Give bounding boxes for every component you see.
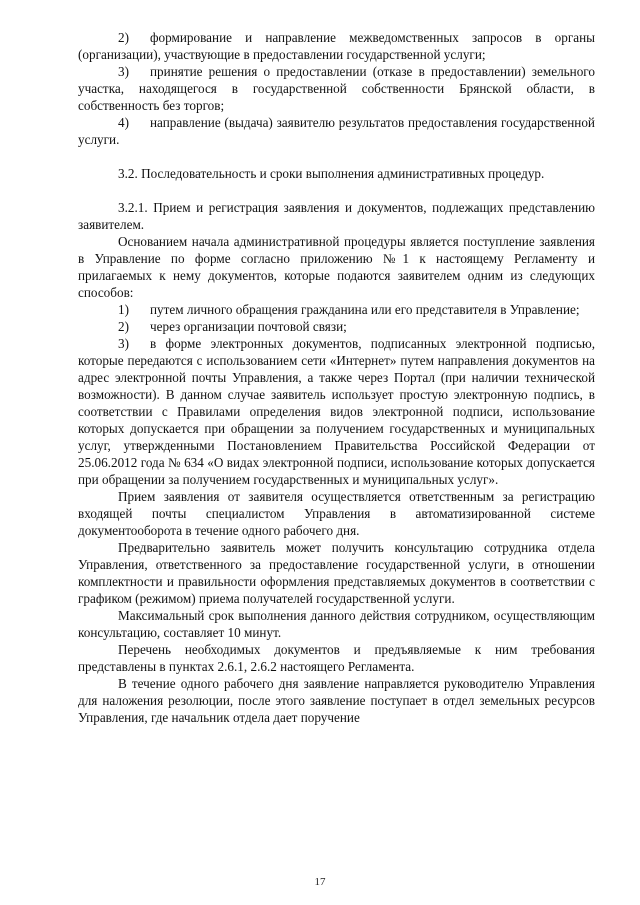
- list-item-text: направление (выдача) заявителю результатов предоставления государственной услуги.: [78, 115, 595, 147]
- list-item: [78, 29, 595, 63]
- list-item-number: 1): [118, 302, 129, 317]
- list-methods: [78, 301, 595, 488]
- section-heading: 3.2. Последовательность и сроки выполнения административных процедур.: [118, 166, 545, 181]
- list-item: [78, 63, 595, 114]
- paragraph-consultation: Предварительно заявитель может получить консультацию сотрудника отдела Управления, ответственного за предоставление государственной услуги, в отношении комплектности и правильности оформления представляемых документов в соответствии с графиком (режимом) приема получателей государственной услуги.: [78, 540, 595, 606]
- paragraph-reception: Прием заявления от заявителя осуществляется ответственным за регистрацию входящей почты специалистом Управления в автоматизированной системе документооборота в течение одного рабочего дня.: [78, 489, 595, 538]
- paragraph-max-time: Максимальный срок выполнения данного действия сотрудником, осуществляющим консультацию, составляет 10 минут.: [78, 608, 595, 640]
- list-item-number: 2): [118, 30, 129, 45]
- list-item-text: в форме электронных документов, подписанных электронной подписью, которые передаются с использованием сети «Интернет» путем направления документов на адрес электронной почты Управления, а также через Портал (при наличии технической возможности). В данном случае заявитель использует простую электронную подпись, в соответствии с Правилами определения видов электронной подписи, использование которых допускается при обращении за получением государственных и муниципальных услуг, утвержденными Постановлением Правительства Российской Федерации от 25.06.2012 года № 634 «О видах электронной подписи, использование которых допускается при обращении за получением государственных и муниципальных услуг».: [78, 336, 595, 487]
- list-item-number: 4): [118, 115, 129, 130]
- list-top: [78, 29, 595, 148]
- list-item-text: через организации почтовой связи;: [150, 319, 347, 334]
- list-item: [78, 114, 595, 148]
- list-item-number: 3): [118, 64, 129, 79]
- list-item-text: принятие решения о предоставлении (отказе в предоставлении) земельного участка, находящегося в государственной собственности Брянской области, в собственность без торгов;: [78, 64, 595, 113]
- list-item: [78, 301, 595, 318]
- list-item: [78, 318, 595, 335]
- document-page: [78, 29, 595, 726]
- list-item: [78, 335, 595, 488]
- list-item-text: путем личного обращения гражданина или его представителя в Управление;: [150, 302, 580, 317]
- list-item-number: 2): [118, 319, 129, 334]
- list-item-number: 3): [118, 336, 129, 351]
- list-item-text: формирование и направление межведомственных запросов в органы (организации), участвующие в предоставлении государственной услуги;: [78, 30, 595, 62]
- page-number: 17: [314, 876, 326, 888]
- paragraph-resolution: В течение одного рабочего дня заявление направляется руководителю Управления для наложения резолюции, после этого заявление поступает в отдел земельных ресурсов Управления, где начальник отдела дает поручение: [78, 676, 595, 725]
- subsection-heading: 3.2.1. Прием и регистрация заявления и документов, подлежащих представлению заявителем.: [78, 200, 595, 232]
- paragraph-document-list: Перечень необходимых документов и предъявляемые к ним требования представлены в пунктах 2.6.1, 2.6.2 настоящего Регламента.: [78, 642, 595, 674]
- paragraph-basis: Основанием начала административной процедуры является поступление заявления в Управление по форме согласно приложению №1 к настоящему Регламенту и прилагаемых к нему документов, которые подаются заявителем одним из следующих способов:: [78, 234, 595, 300]
